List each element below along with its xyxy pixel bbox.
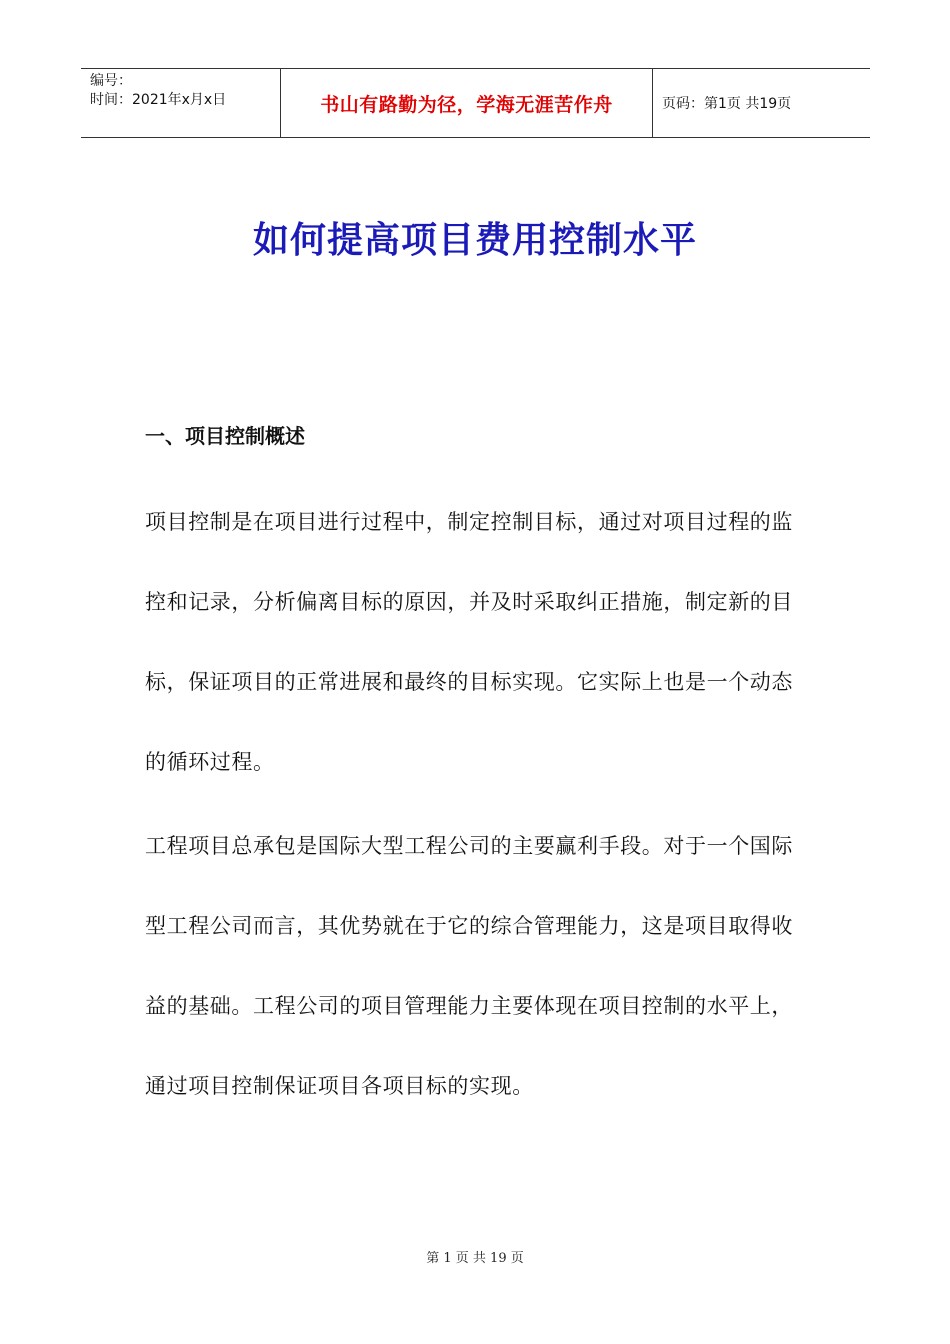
header-meta-cell [81,69,281,137]
header-page-cell [653,69,870,137]
header-motto-cell [281,69,653,137]
header-page-info: 页码：第1页 共19页 [662,96,792,112]
header-table [81,68,870,138]
paragraph: 工程项目总承包是国际大型工程公司的主要赢利手段。对于一个国际型工程公司而言，其优势就在于它的综合管理能力，这是项目取得收益的基础。工程公司的项目管理能力主要体现在项目控制的水平上，通过项目控制保证项目各项目标的实现。 [145,834,793,1098]
section-heading: 一、项目控制概述 [145,424,305,448]
document-number-label: 编号： [90,73,132,89]
document-date-label: 时间：2021年x月x日 [90,92,227,108]
motto-text: 书山有路勤为径，学海无涯苦作舟 [320,93,613,116]
page-footer: 第 1 页 共 19 页 [426,1251,524,1266]
document-title: 如何提高项目费用控制水平 [252,219,697,261]
paragraph: 项目控制是在项目进行过程中，制定控制目标，通过对项目过程的监控和记录，分析偏离目标的原因，并及时采取纠正措施，制定新的目标，保证项目的正常进展和最终的目标实现。它实际上也是一个动态的循环过程。 [145,510,793,774]
